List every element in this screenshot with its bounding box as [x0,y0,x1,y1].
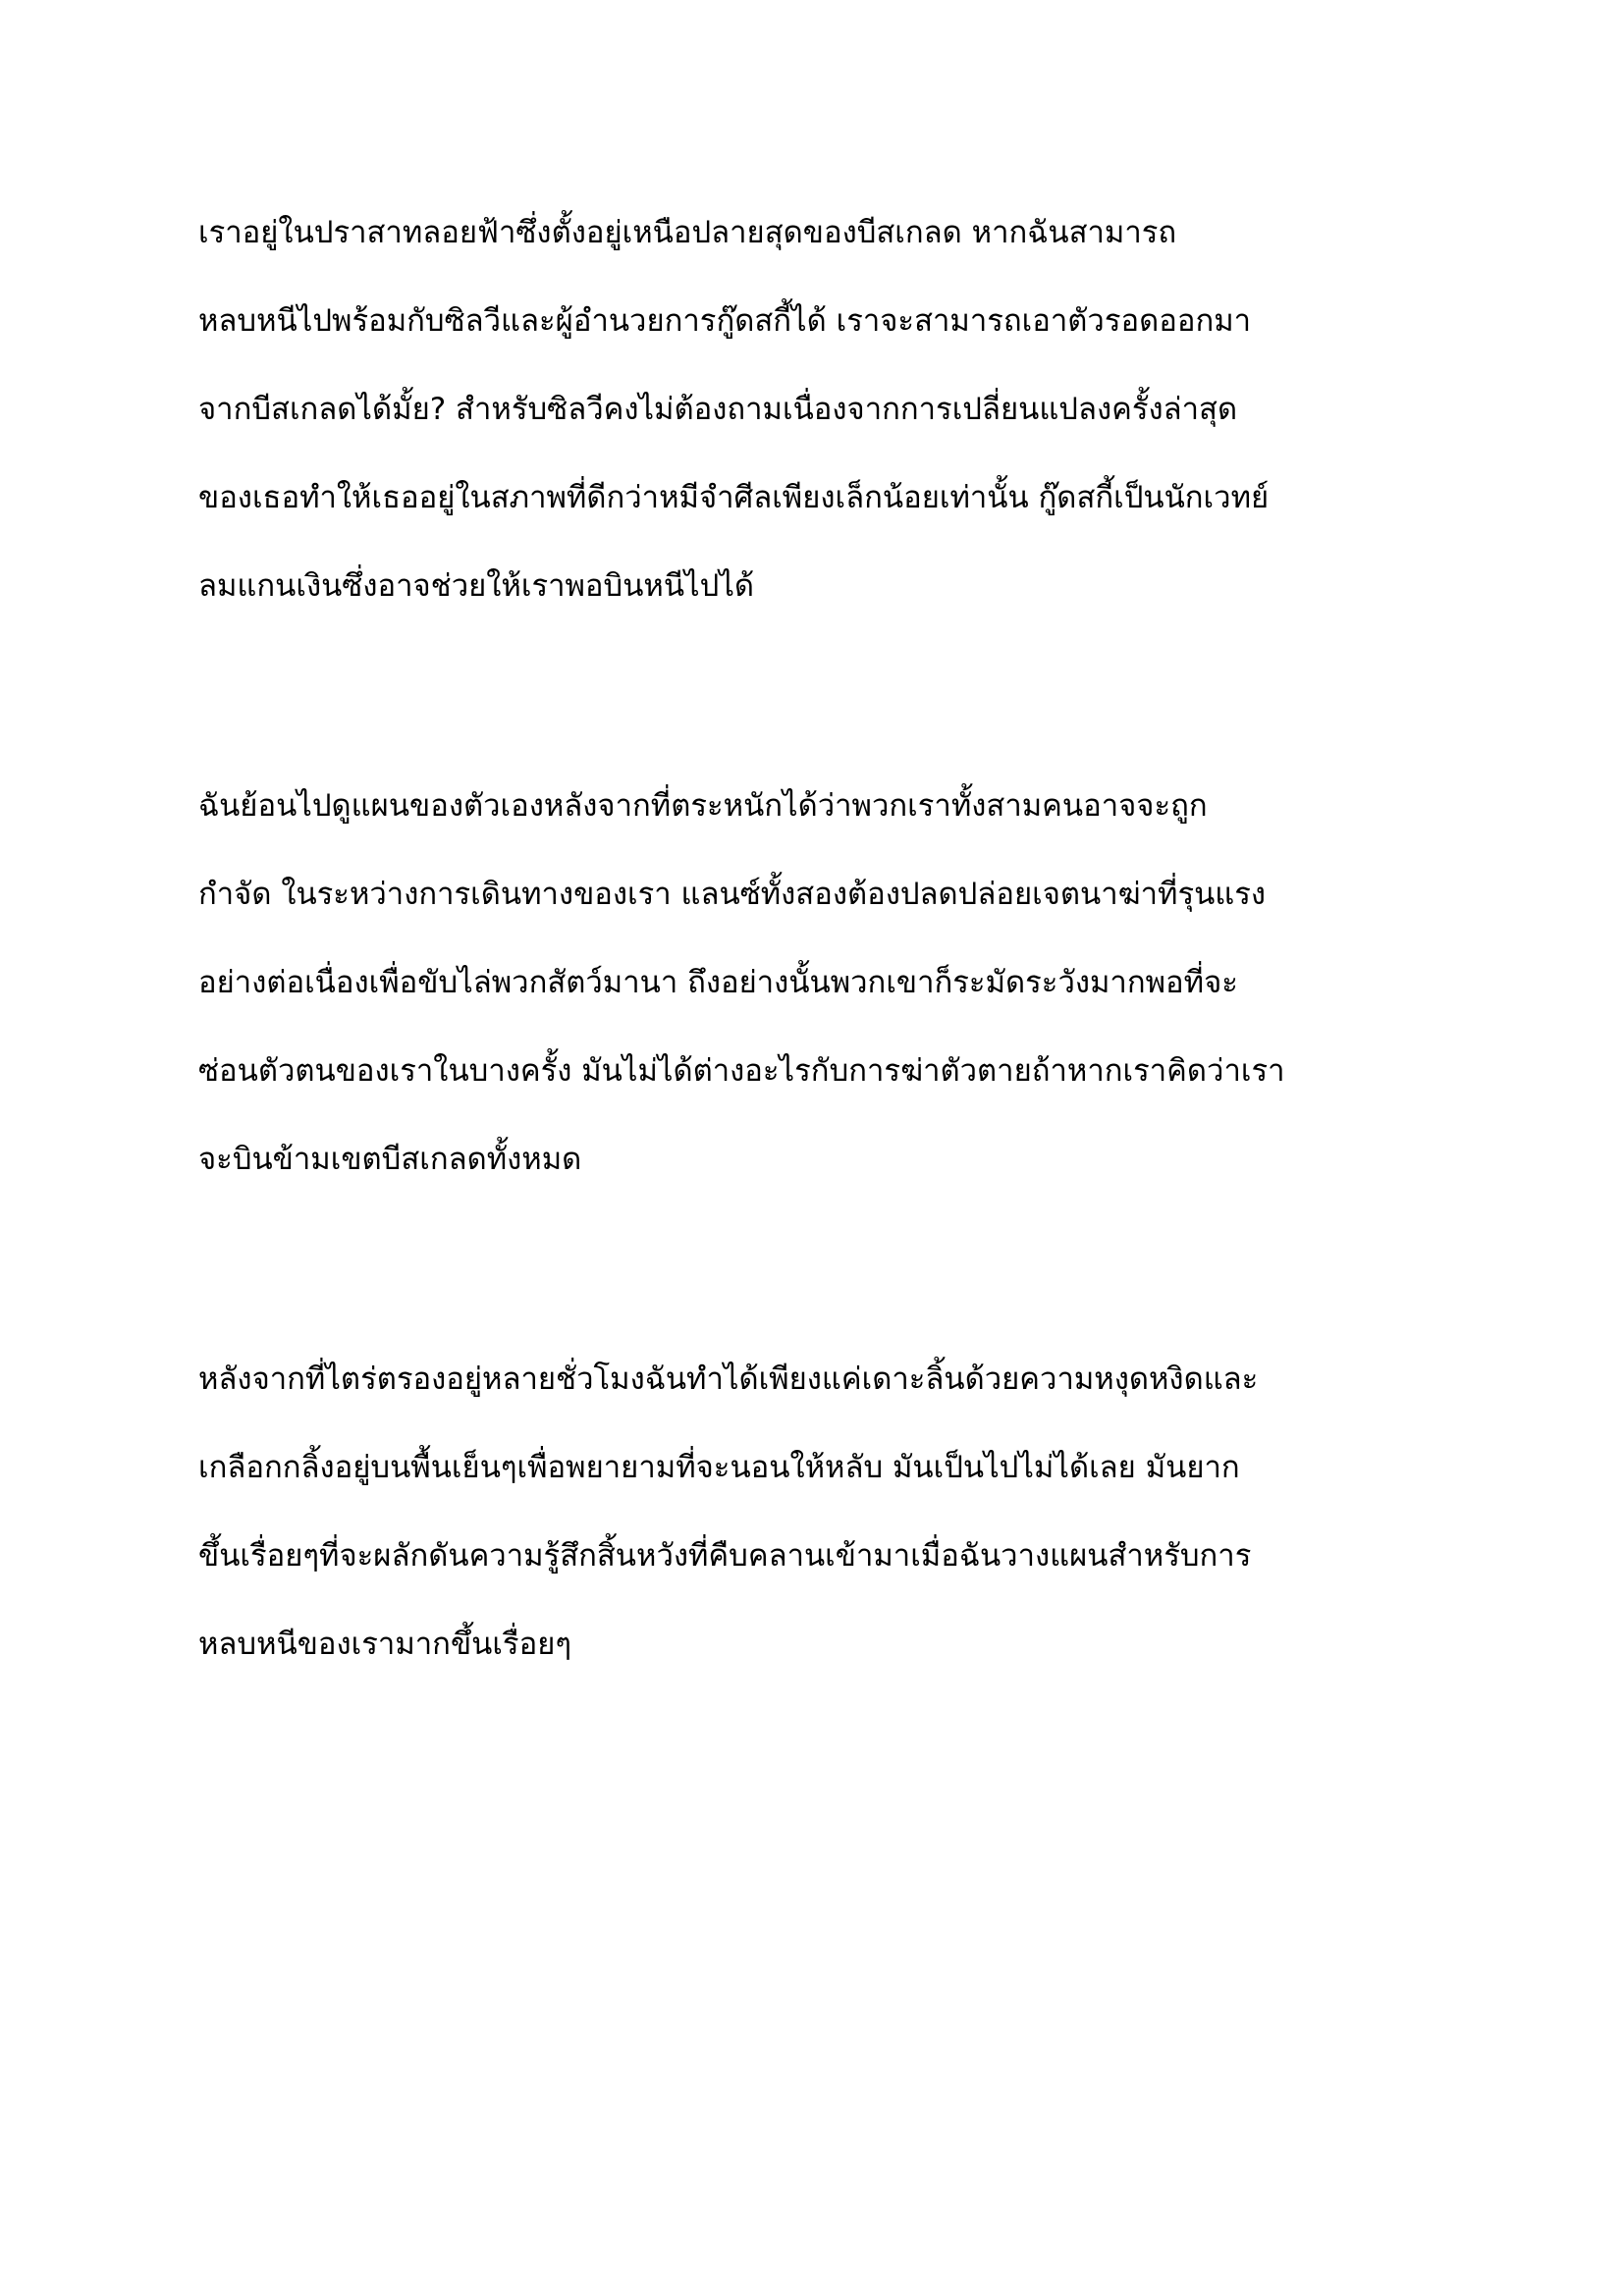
paragraph-2 [198,762,1475,1203]
text-line: เราอยู่ในปราสาทลอยฟ้าซึ่งตั้งอยู่เหนือปลายสุดของบีสเกลด หากฉันสามารถ [198,215,1177,250]
text-line: อย่างต่อเนื่องเพื่อขับไล่พวกสัตว์มานา ถึงอย่างนั้นพวกเขาก็ระมัดระวังมากพอที่จะ [198,965,1238,1000]
text-line: กำจัด ในระหว่างการเดินทางของเรา แลนซ์ทั้งสองต้องปลดปล่อยเจตนาฆ่าที่รุนแรง [198,877,1267,912]
text-line: หลบหนีไปพร้อมกับซิลวีและผู้อำนวยการกู๊ดสกี้ได้ เราจะสามารถเอาตัวรอดออกมา [198,303,1252,339]
text-line: หลบหนีของเรามากขึ้นเรื่อยๆ [198,1627,572,1662]
text-line: ลมแกนเงินซึ่งอาจช่วยให้เราพอบินหนีไปได้ [198,568,755,604]
text-line: จากบีสเกลดได้มั้ย? สำหรับซิลวีคงไม่ต้องถามเนื่องจากการเปลี่ยนแปลงครั้งล่าสุด [198,392,1238,427]
text-line: เกลือกกลิ้งอยู่บนพื้นเย็นๆเพื่อพยายามที่จะนอนให้หลับ มันเป็นไปไม่ได้เลย มันยาก [198,1450,1240,1485]
paragraph-3 [198,1335,1475,1688]
paragraph-1 [198,188,1475,630]
text-line: ซ่อนตัวตนของเราในบางครั้ง มันไม่ได้ต่างอะไรกับการฆ่าตัวตายถ้าหากเราคิดว่าเรา [198,1053,1285,1089]
text-line: ขึ้นเรื่อยๆที่จะผลักดันความรู้สึกสิ้นหวังที่คืบคลานเข้ามาเมื่อฉันวางแผนสำหรับการ [198,1538,1252,1574]
text-line: ฉันย้อนไปดูแผนของตัวเองหลังจากที่ตระหนักได้ว่าพวกเราทั้งสามคนอาจจะถูก [198,788,1208,824]
text-line: จะบินข้ามเขตบีสเกลดทั้งหมด [198,1142,582,1177]
text-line: หลังจากที่ไตร่ตรองอยู่หลายชั่วโมงฉันทำได้เพียงแค่เดาะลิ้นด้วยความหงุดหงิดและ [198,1362,1259,1397]
text-line: ของเธอทำให้เธออยู่ในสภาพที่ดีกว่าหมีจำศีลเพียงเล็กน้อยเท่านั้น กู๊ดสกี้เป็นนักเวทย์ [198,480,1270,515]
